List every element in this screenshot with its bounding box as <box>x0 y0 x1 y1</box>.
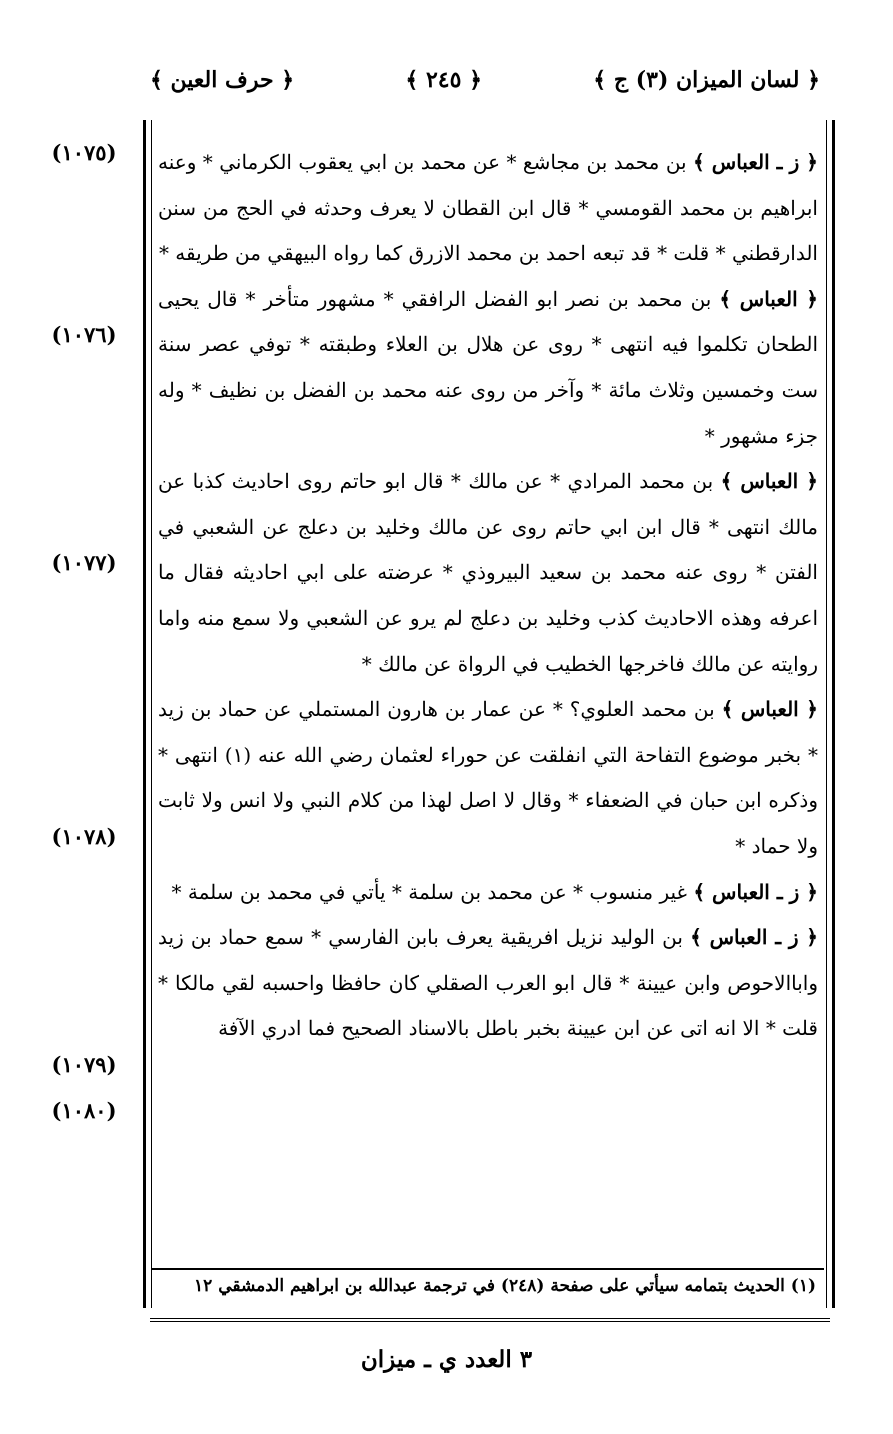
main-text <box>158 140 818 1052</box>
entry-text: بن محمد المرادي * عن مالك * قال ابو حاتم روى احاديث كذبا عن مالك انتهى * قال ابن ابي حاتم روى عن مالك وخليد بن دعلج عن الشعبي في الفتن * روى عنه محمد بن سعيد البيروذي * عرضته على ابي احاديثه فقال ما اعرفه وهذه الاحاديث كذب وخليد بن دعلج لم يرو عن الشعبي ولا سمع منه واما روايته عن مالك فاخرجها الخطيب في الرواة عن مالك * <box>158 469 818 676</box>
entry-heading: ﴿ العباس ﴾ <box>719 286 818 311</box>
entry-heading: ﴿ العباس ﴾ <box>721 697 818 722</box>
header-book-title: ﴿ لسان الميزان (٣) ج ﴾ <box>593 67 820 93</box>
entry <box>158 459 818 687</box>
bottom-rule <box>150 1318 830 1322</box>
entry-heading: ﴿ ز ـ العباس ﴾ <box>693 150 818 174</box>
header-page-number: ﴿ ٢٤٥ ﴾ <box>405 67 482 93</box>
entry-heading: ﴿ العباس ﴾ <box>720 469 818 494</box>
entry-number: (١٠٧٥) <box>51 140 117 165</box>
footnote-divider <box>152 1268 824 1270</box>
footnote: (١) الحديث بتمامه سيأتي على صفحة (٢٤٨) في ترجمة عبدالله بن ابراهيم الدمشقي ١٢ <box>194 1276 816 1296</box>
running-header <box>150 58 820 102</box>
entry-text: بن الوليد نزيل افريقية يعرف بابن الفارسي * سمع حماد بن زيد واباالاحوص وابن عيينة * قال ابو العرب الصقلي كان حافظا واحسبه لقي مالكا * قلت * الا انه اتى عن ابن عيينة بخبر باطل بالاسناد الصحيح فما ادري الآفة <box>158 925 818 1041</box>
entry-number: (١٠٨٠) <box>51 1098 117 1123</box>
entry-heading: ﴿ ز ـ العباس ﴾ <box>693 879 818 904</box>
entry <box>158 870 818 916</box>
entry <box>158 915 818 1052</box>
header-section: ﴿ حرف العين ﴾ <box>150 67 295 93</box>
entry-number: (١٠٧٦) <box>51 322 117 347</box>
entry-number: (١٠٧٧) <box>51 550 117 575</box>
entry-text: بن محمد بن نصر ابو الفضل الرافقي * مشهور متأخر * قال يحيى الطحان تكلموا فيه انتهى * روى عن هلال بن العلاء وطبقته * توفي عصر سنة ست وخمسين وثلاث مائة * وآخر من روى عنه محمد بن الفضل بن نظيف * وله جزء مشهور * <box>158 286 818 448</box>
entry-text: بن محمد العلوي؟ * عن عمار بن هارون المستملي عن حماد بن زيد * بخبر موضوع التفاحة التي انفلقت عن حوراء لعثمان رضي الله عنه (١) انتهى * وذكره ابن حبان في الضعفاء * وقال لا اصل لهذا من كلام النبي ولا انس ولا ثابت ولا حماد * <box>158 697 818 858</box>
entry-number: (١٠٧٩) <box>51 1052 117 1077</box>
entry <box>158 687 818 869</box>
entry-text: بن محمد بن مجاشع * عن محمد بن ابي يعقوب الكرماني * وعنه ابراهيم بن محمد القومسي * قال ابن القطان لا يعرف وحدثه في الحج من سنن الدارقطني * قلت * قد تبعه احمد بن محمد الازرق كما رواه البيهقي من طريقه * <box>158 150 818 266</box>
entry-text: غير منسوب * عن محمد بن سلمة * يأتي في محمد بن سلمة * <box>171 879 694 904</box>
entry <box>158 277 818 459</box>
entry-heading: ﴿ ز ـ العباس ﴾ <box>690 925 818 950</box>
entry-number: (١٠٧٨) <box>51 824 117 849</box>
entry <box>158 140 818 277</box>
printer-signature: ٣ العدد ي ـ ميزان <box>360 1346 533 1373</box>
